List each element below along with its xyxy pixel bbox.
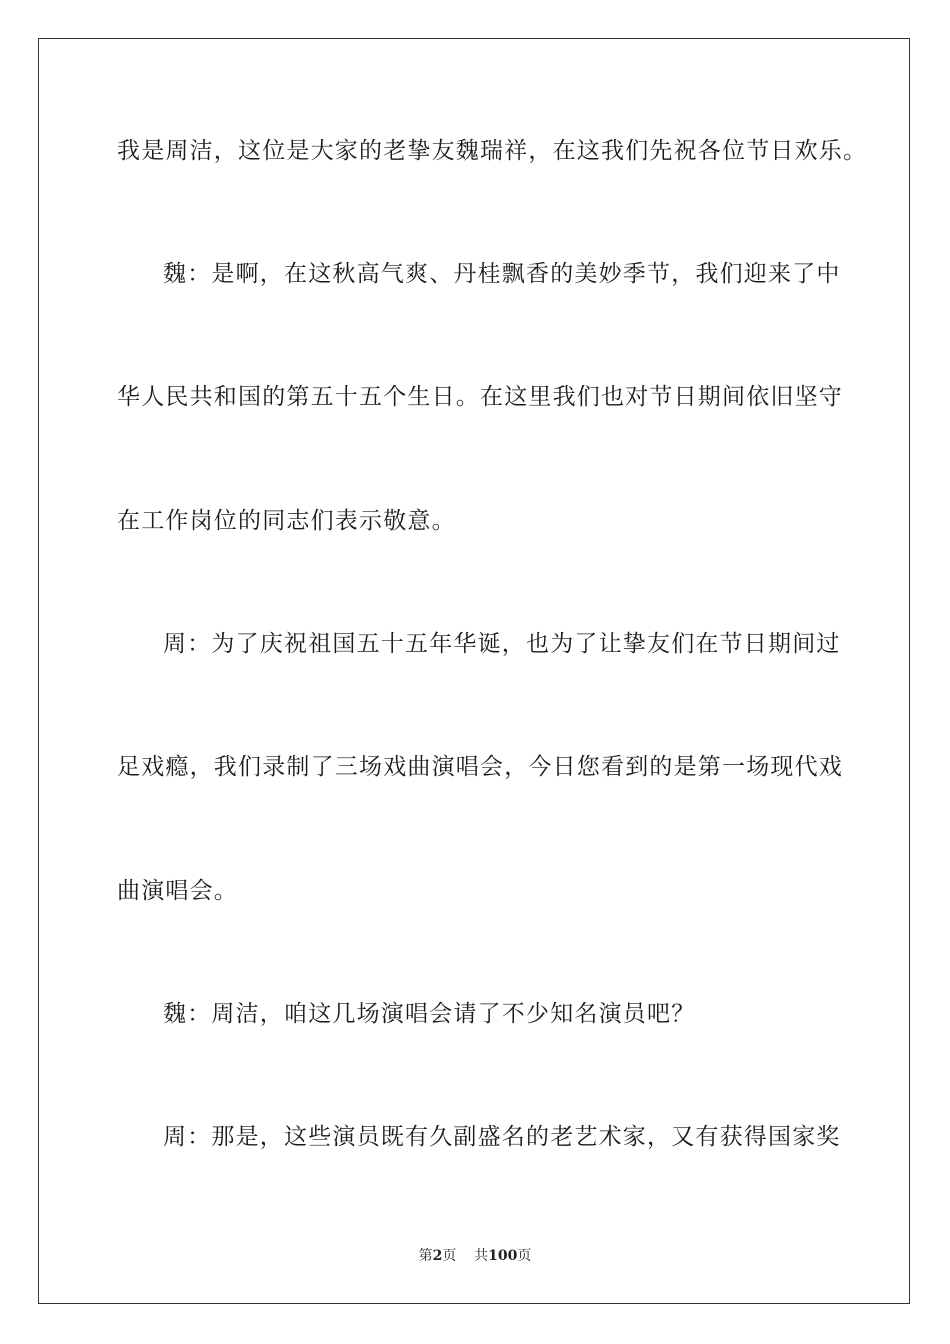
page-border	[38, 38, 910, 1304]
footer-page-suffix: 页	[442, 1248, 457, 1264]
page-footer	[0, 1246, 950, 1266]
text-line-1: 我是周洁，这位是大家的老挚友魏瑞祥，在这我们先祝各位节日欢乐。	[117, 138, 868, 164]
text-line-2: 魏：是啊，在这秋高气爽、丹桂飘香的美妙季节，我们迎来了中	[163, 261, 841, 287]
text-line-3: 华人民共和国的第五十五个生日。在这里我们也对节日期间依旧坚守	[117, 384, 843, 410]
text-line-5: 周：为了庆祝祖国五十五年华诞，也为了让挚友们在节日期间过	[163, 631, 841, 657]
footer-total-suffix: 页	[517, 1248, 532, 1264]
text-line-6: 足戏瘾，我们录制了三场戏曲演唱会，今日您看到的是第一场现代戏	[117, 754, 843, 780]
text-line-4: 在工作岗位的同志们表示敬意。	[117, 508, 456, 534]
footer-prefix: 第	[418, 1248, 433, 1264]
footer-page-number: 2	[432, 1248, 443, 1264]
text-line-8: 魏：周洁，咱这几场演唱会请了不少知名演员吧？	[163, 1001, 696, 1027]
text-line-7: 曲演唱会。	[117, 878, 238, 904]
text-line-9: 周：那是，这些演员既有久副盛名的老艺术家，又有获得国家奖	[163, 1124, 841, 1150]
footer-total-pages: 100	[488, 1248, 518, 1264]
footer-total-prefix: 共	[474, 1248, 489, 1264]
